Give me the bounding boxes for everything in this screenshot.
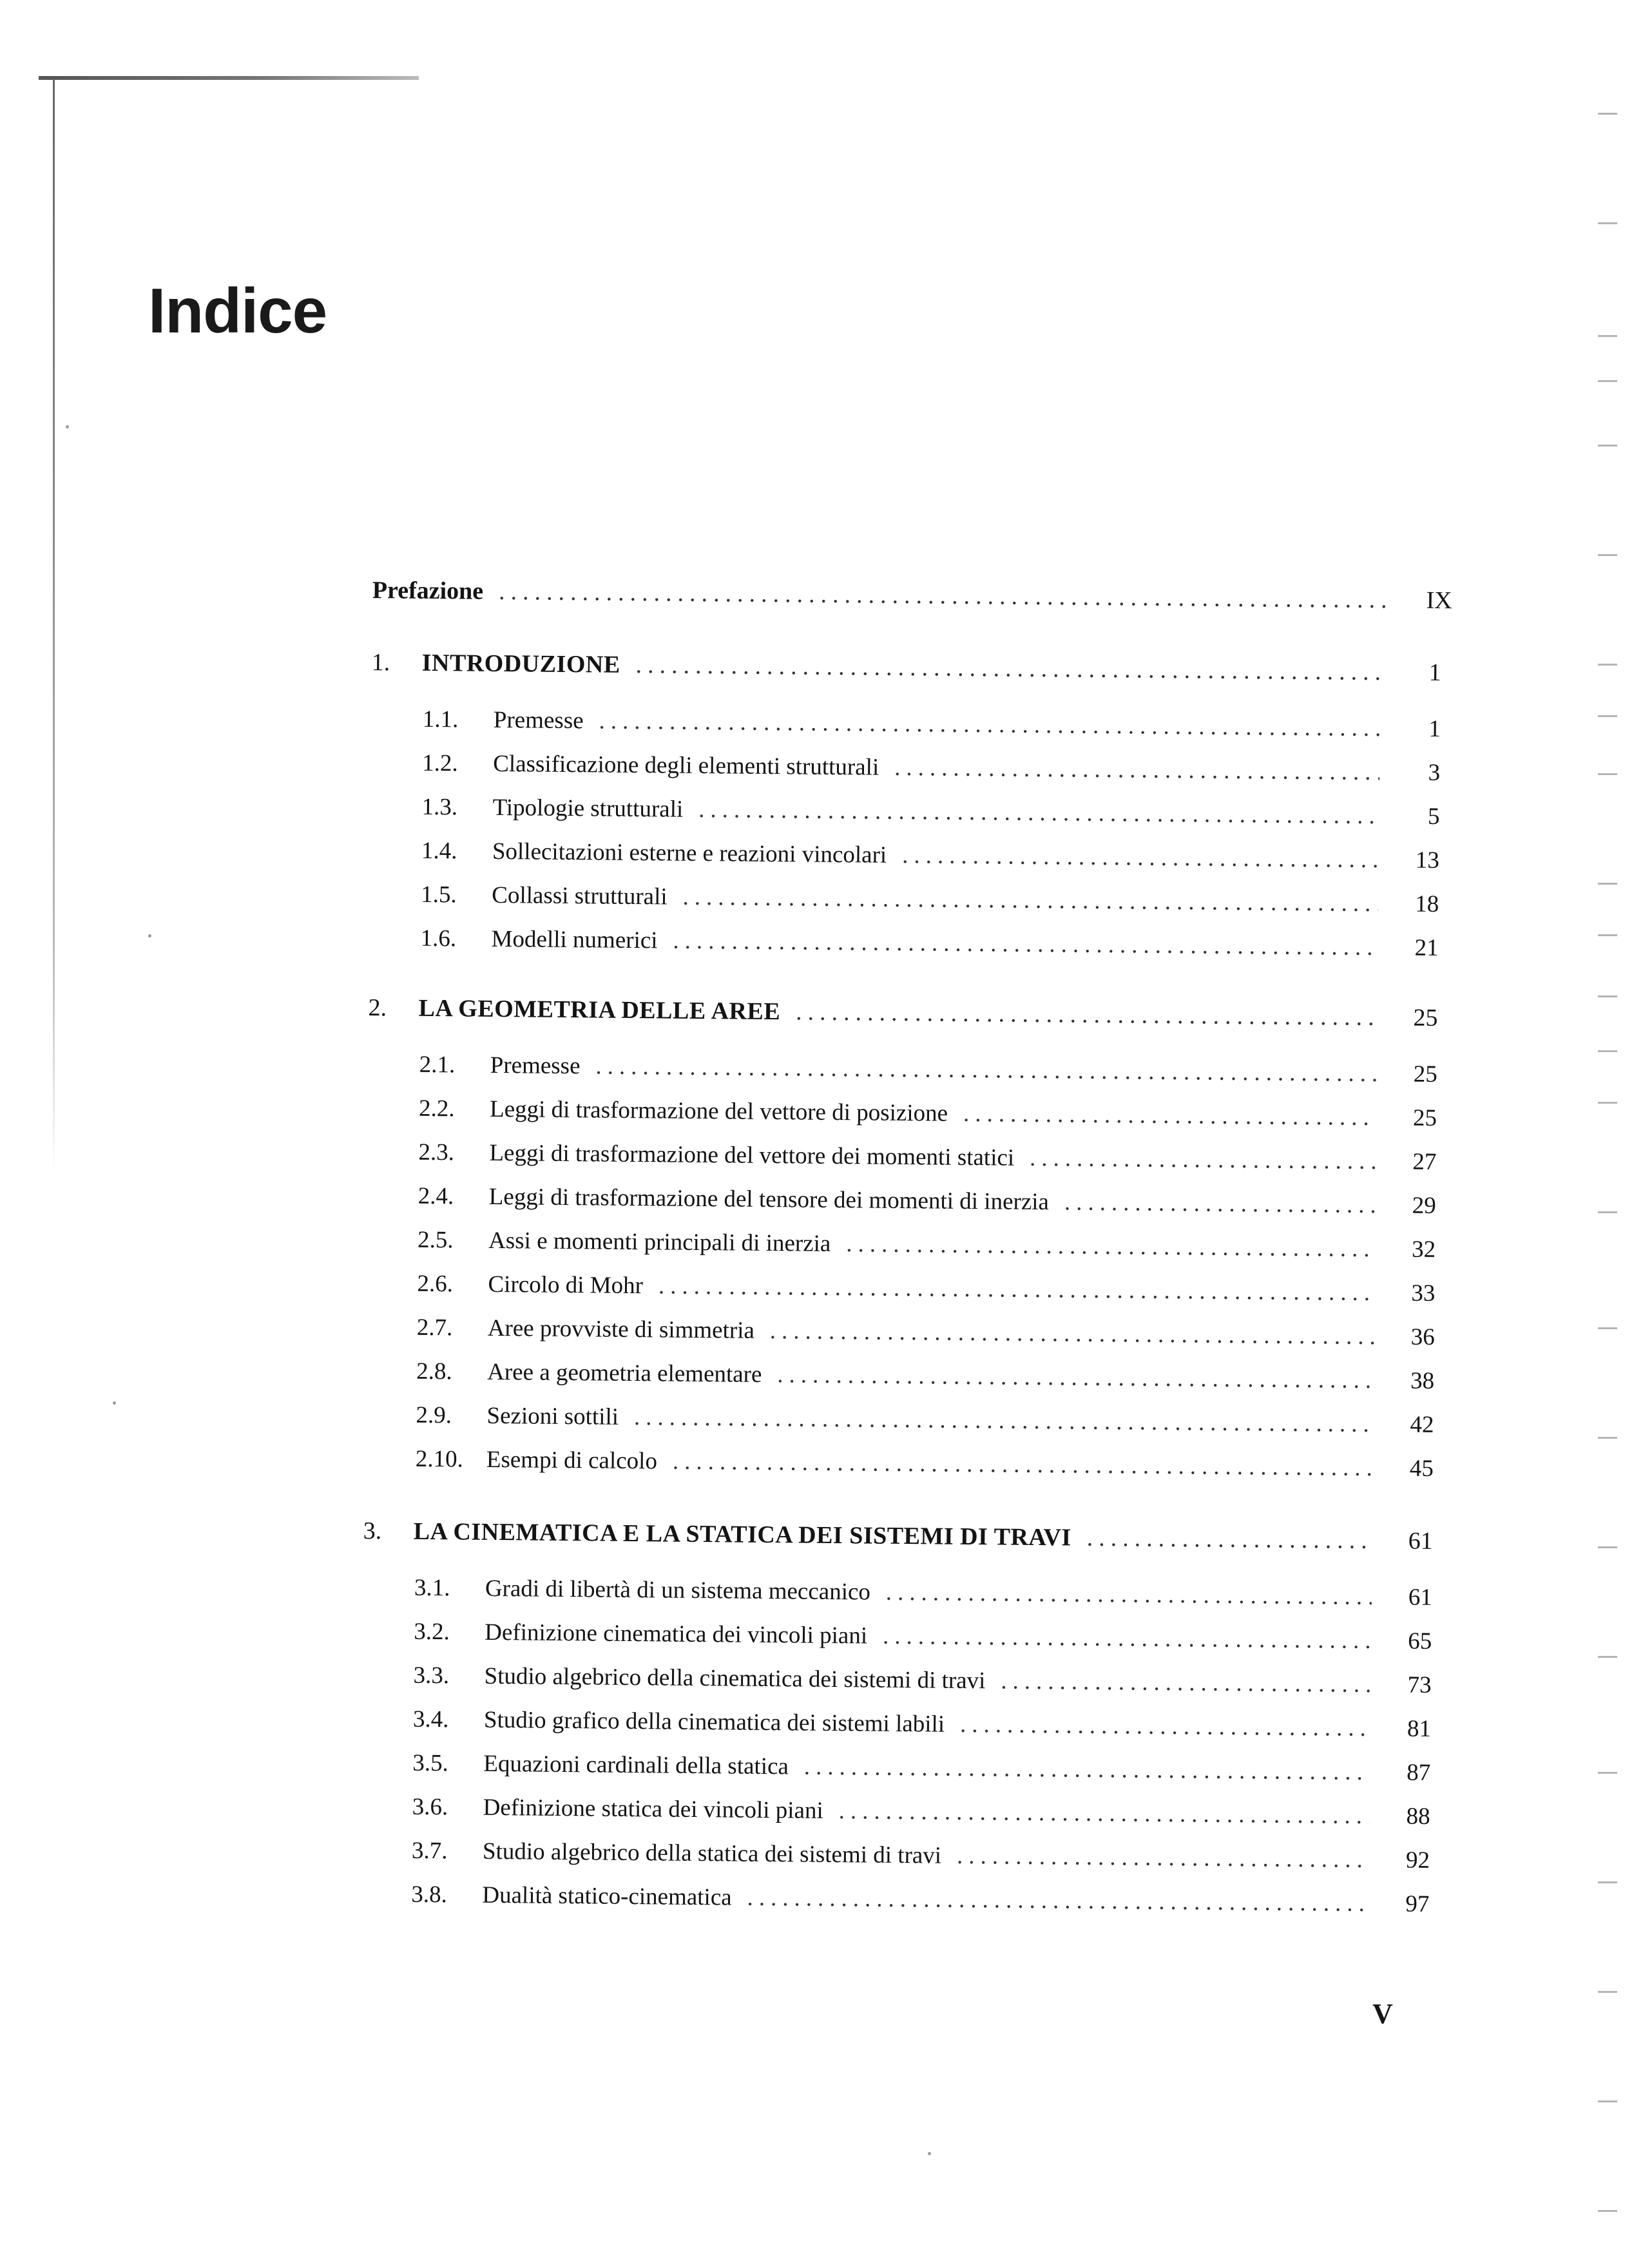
- leader-dots: [957, 1841, 1369, 1875]
- section-page: 29: [1412, 1192, 1436, 1219]
- section-number: 2.4.: [418, 1182, 454, 1210]
- toc-section-2-10[interactable]: [416, 1445, 1434, 1484]
- toc-section-1-4[interactable]: [421, 836, 1439, 876]
- leader-dots: [804, 1753, 1370, 1787]
- toc-entry-page: IX: [1426, 586, 1452, 615]
- section-page: 92: [1405, 1847, 1430, 1874]
- section-page: 81: [1407, 1715, 1432, 1742]
- leader-dots: [770, 1316, 1374, 1352]
- section-number: 3.7.: [411, 1837, 448, 1865]
- section-number: 2.2.: [418, 1095, 455, 1122]
- leader-dots: [634, 1403, 1374, 1439]
- toc-section-1-1[interactable]: [423, 705, 1441, 744]
- section-page: 27: [1412, 1148, 1437, 1175]
- leader-dots: [886, 1578, 1372, 1612]
- toc-entry-preface[interactable]: [372, 575, 1452, 615]
- section-page: 87: [1407, 1759, 1431, 1786]
- section-page: 13: [1415, 847, 1440, 874]
- section-title: Tipologie strutturali: [492, 794, 684, 823]
- section-title: Assi e momenti principali di inerzia: [488, 1227, 831, 1257]
- section-page: 1: [1428, 715, 1441, 742]
- leader-dots: [658, 1271, 1375, 1308]
- leader-dots: [599, 706, 1380, 744]
- section-number: 3.3.: [413, 1662, 450, 1689]
- section-page: 61: [1408, 1584, 1433, 1611]
- section-page: 21: [1414, 934, 1439, 961]
- toc-section-3-7[interactable]: [412, 1836, 1430, 1876]
- section-title: Definizione statica dei vincoli piani: [483, 1794, 823, 1824]
- toc-chapter-1[interactable]: [372, 648, 1441, 687]
- leader-dots: [1064, 1187, 1376, 1220]
- section-page: 42: [1410, 1411, 1434, 1438]
- section-number: 2.5.: [417, 1226, 454, 1254]
- section-title: Aree a geometria elementare: [486, 1358, 762, 1388]
- leader-dots: [698, 795, 1379, 831]
- leader-dots: [839, 1796, 1370, 1831]
- toc-entry-label: Prefazione: [372, 577, 484, 605]
- section-number: 2.8.: [416, 1358, 452, 1385]
- toc-section-3-4[interactable]: [413, 1705, 1431, 1744]
- chapter-title: INTRODUZIONE: [421, 649, 620, 678]
- section-page: 3: [1428, 759, 1441, 786]
- section-number: 1.1.: [422, 706, 459, 733]
- section-number: 3.4.: [412, 1706, 449, 1733]
- chapter-page: 25: [1413, 1004, 1438, 1032]
- section-page: 73: [1407, 1671, 1432, 1698]
- leader-dots: [902, 841, 1379, 875]
- section-number: 3.1.: [414, 1574, 450, 1602]
- section-page: 25: [1413, 1061, 1437, 1088]
- section-number: 2.3.: [418, 1139, 455, 1166]
- section-title: Dualità statico-cinematica: [482, 1881, 732, 1911]
- section-page: 88: [1406, 1803, 1430, 1830]
- section-title: Leggi di trasformazione del vettore dei momenti statici: [489, 1139, 1015, 1171]
- toc-section-2-1[interactable]: [419, 1050, 1437, 1090]
- toc-section-1-3[interactable]: [421, 793, 1439, 832]
- section-number: 3.6.: [412, 1793, 448, 1821]
- section-title: Circolo di Mohr: [488, 1271, 644, 1300]
- chapter-number: 2.: [368, 994, 387, 1022]
- leader-dots: [673, 1447, 1373, 1483]
- section-number: 2.6.: [417, 1270, 454, 1298]
- section-title: Gradi di libertà di un sistema meccanico: [485, 1575, 871, 1606]
- section-title: Equazioni cardinali della statica: [483, 1750, 789, 1780]
- section-page: 25: [1412, 1104, 1437, 1131]
- leader-dots: [777, 1360, 1374, 1396]
- section-page: 45: [1409, 1455, 1434, 1482]
- chapter-title: LA CINEMATICA E LA STATICA DEI SISTEMI DI TRAVI: [413, 1517, 1071, 1552]
- section-title: Sezioni sottili: [486, 1402, 619, 1430]
- section-title: Classificazione degli elementi strutturali: [493, 750, 879, 781]
- section-page: 33: [1411, 1280, 1436, 1307]
- leader-dots: [595, 1052, 1377, 1089]
- section-title: Collassi strutturali: [492, 881, 668, 910]
- toc-section-2-4[interactable]: [418, 1182, 1436, 1221]
- toc-section-2-3[interactable]: [418, 1138, 1436, 1177]
- section-title: Aree provviste di simmetria: [487, 1314, 755, 1344]
- leader-dots: [499, 577, 1392, 615]
- toc-section-2-9[interactable]: [416, 1401, 1434, 1440]
- toc-chapter-3[interactable]: [363, 1516, 1433, 1556]
- section-title: Leggi di trasformazione del tensore dei momenti di inerzia: [488, 1183, 1050, 1216]
- leader-dots: [635, 650, 1380, 687]
- chapter-number: 1.: [371, 649, 390, 677]
- leader-dots: [894, 753, 1379, 787]
- section-number: 2.1.: [419, 1051, 456, 1079]
- section-page: 97: [1405, 1890, 1430, 1917]
- toc-chapter-2[interactable]: [368, 993, 1437, 1033]
- section-number: 1.3.: [421, 793, 458, 821]
- toc-section-3-1[interactable]: [414, 1573, 1432, 1613]
- section-number: 3.2.: [414, 1618, 450, 1646]
- leader-dots: [682, 883, 1378, 919]
- toc-section-2-8[interactable]: [416, 1357, 1434, 1396]
- section-number: 2.9.: [416, 1401, 452, 1429]
- section-title: Sollecitazioni esterne e reazioni vincolari: [492, 838, 887, 869]
- toc-section-2-5[interactable]: [418, 1225, 1436, 1265]
- section-page: 36: [1410, 1323, 1435, 1350]
- leader-dots: [963, 1099, 1376, 1133]
- toc-section-1-6[interactable]: [420, 924, 1438, 963]
- section-title: Esempi di calcolo: [486, 1446, 658, 1475]
- leader-dots: [673, 927, 1378, 963]
- section-number: 2.10.: [415, 1445, 464, 1473]
- toc-section-3-2[interactable]: [414, 1617, 1432, 1657]
- section-title: Modelli numerici: [491, 925, 658, 954]
- section-title: Premesse: [493, 706, 584, 735]
- section-page: 18: [1415, 890, 1439, 918]
- section-number: 2.7.: [416, 1314, 453, 1341]
- toc-section-3-6[interactable]: [412, 1792, 1430, 1832]
- chapter-number: 3.: [363, 1517, 382, 1545]
- section-number: 1.6.: [420, 925, 457, 952]
- toc-section-1-2[interactable]: [422, 749, 1440, 788]
- section-title: Studio algebrico della cinematica dei sistemi di travi: [484, 1662, 986, 1695]
- leader-dots: [883, 1622, 1372, 1656]
- toc-section-3-3[interactable]: [413, 1661, 1431, 1700]
- section-number: 1.2.: [422, 749, 458, 777]
- leader-dots: [960, 1710, 1370, 1744]
- leader-dots: [1030, 1144, 1376, 1177]
- section-title: Premesse: [490, 1052, 581, 1080]
- section-page: 32: [1411, 1236, 1436, 1263]
- section-title: Studio grafico della cinematica dei sistemi labili: [483, 1706, 945, 1738]
- chapter-title: LA GEOMETRIA DELLE AREE: [418, 994, 781, 1026]
- chapter-page: 1: [1428, 658, 1441, 686]
- section-page: 38: [1410, 1367, 1435, 1394]
- section-number: 1.5.: [421, 881, 457, 908]
- toc-section-1-5[interactable]: [421, 880, 1439, 919]
- toc-section-3-5[interactable]: [412, 1749, 1430, 1788]
- section-number: 1.4.: [421, 837, 457, 865]
- section-number: 3.5.: [412, 1749, 449, 1777]
- section-title: Leggi di trasformazione del vettore di posizione: [489, 1095, 948, 1127]
- section-title: Studio algebrico della statica dei sistemi di travi: [482, 1838, 942, 1869]
- leader-dots: [747, 1883, 1369, 1919]
- leader-dots: [1086, 1523, 1372, 1555]
- toc-section-2-6[interactable]: [417, 1269, 1435, 1309]
- toc-section-3-8[interactable]: [411, 1880, 1429, 1919]
- leader-dots: [846, 1229, 1375, 1264]
- section-title: Definizione cinematica dei vincoli piani: [485, 1619, 868, 1649]
- section-page: 5: [1427, 803, 1440, 830]
- toc-section-2-7[interactable]: [417, 1313, 1435, 1352]
- leader-dots: [796, 997, 1378, 1032]
- section-page: 65: [1408, 1628, 1432, 1655]
- leader-dots: [1001, 1667, 1371, 1700]
- page-folio: V: [1372, 1998, 1393, 2030]
- chapter-page: 61: [1408, 1527, 1433, 1555]
- section-number: 3.8.: [411, 1881, 448, 1908]
- page-title: Indice: [148, 274, 327, 346]
- toc-section-2-2[interactable]: [419, 1094, 1437, 1133]
